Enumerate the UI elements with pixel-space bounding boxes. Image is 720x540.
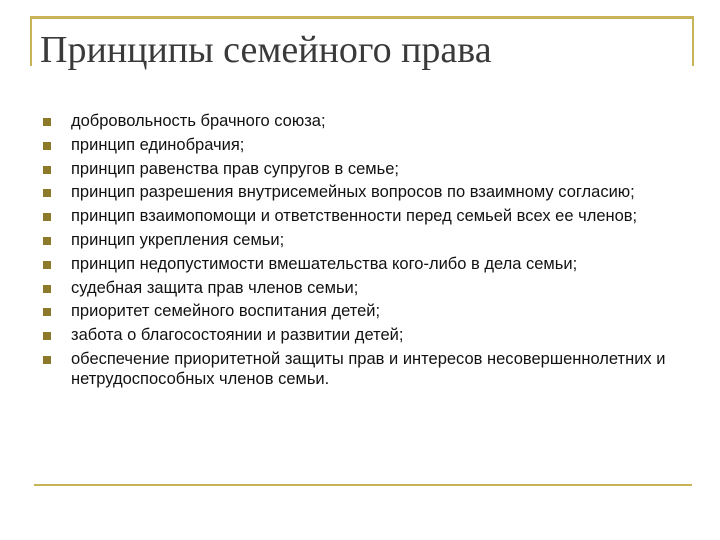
list-item-text: принцип недопустимости вмешательства кого-либо в дела семьи; [71, 254, 578, 273]
square-bullet-icon [43, 356, 51, 364]
list-item-text: обеспечение приоритетной защиты прав и интересов несовершеннолетних и нетрудоспособных членов семьи. [71, 349, 666, 388]
list-item [40, 278, 680, 298]
square-bullet-icon [43, 237, 51, 245]
square-bullet-icon [43, 189, 51, 197]
frame-left-line [30, 16, 32, 66]
square-bullet-icon [43, 166, 51, 174]
list-item-text: судебная защита прав членов семьи; [71, 278, 359, 297]
list-item [40, 230, 680, 250]
frame-top-line [30, 16, 694, 19]
list-item [40, 325, 680, 345]
square-bullet-icon [43, 118, 51, 126]
list-item [40, 254, 680, 274]
list-item-text: приоритет семейного воспитания детей; [71, 302, 381, 321]
frame-bottom-line [34, 484, 692, 486]
list-item [40, 135, 680, 155]
square-bullet-icon [43, 261, 51, 269]
slide-title: Принципы семейного права [40, 29, 492, 71]
square-bullet-icon [43, 332, 51, 340]
list-item [40, 301, 680, 321]
list-item [40, 206, 680, 226]
list-item [40, 159, 680, 179]
square-bullet-icon [43, 285, 51, 293]
frame-right-line [692, 16, 694, 66]
list-item-text: забота о благосостоянии и развитии детей; [71, 326, 404, 345]
square-bullet-icon [43, 308, 51, 316]
list-item-text: принцип взаимопомощи и ответственности перед семьей всех ее членов; [71, 207, 638, 226]
list-item-text: принцип разрешения внутрисемейных вопросов по взаимному согласию; [71, 183, 635, 202]
list-item [40, 182, 680, 202]
principles-list [40, 111, 680, 393]
list-item-text: принцип равенства прав супругов в семье; [71, 159, 399, 178]
list-item [40, 111, 680, 131]
list-item-text: добровольность брачного союза; [71, 112, 326, 130]
list-item-text: принцип единобрачия; [71, 135, 245, 154]
list-item [40, 349, 680, 389]
square-bullet-icon [43, 142, 51, 150]
square-bullet-icon [43, 213, 51, 221]
list-item-text: принцип укрепления семьи; [71, 230, 285, 249]
